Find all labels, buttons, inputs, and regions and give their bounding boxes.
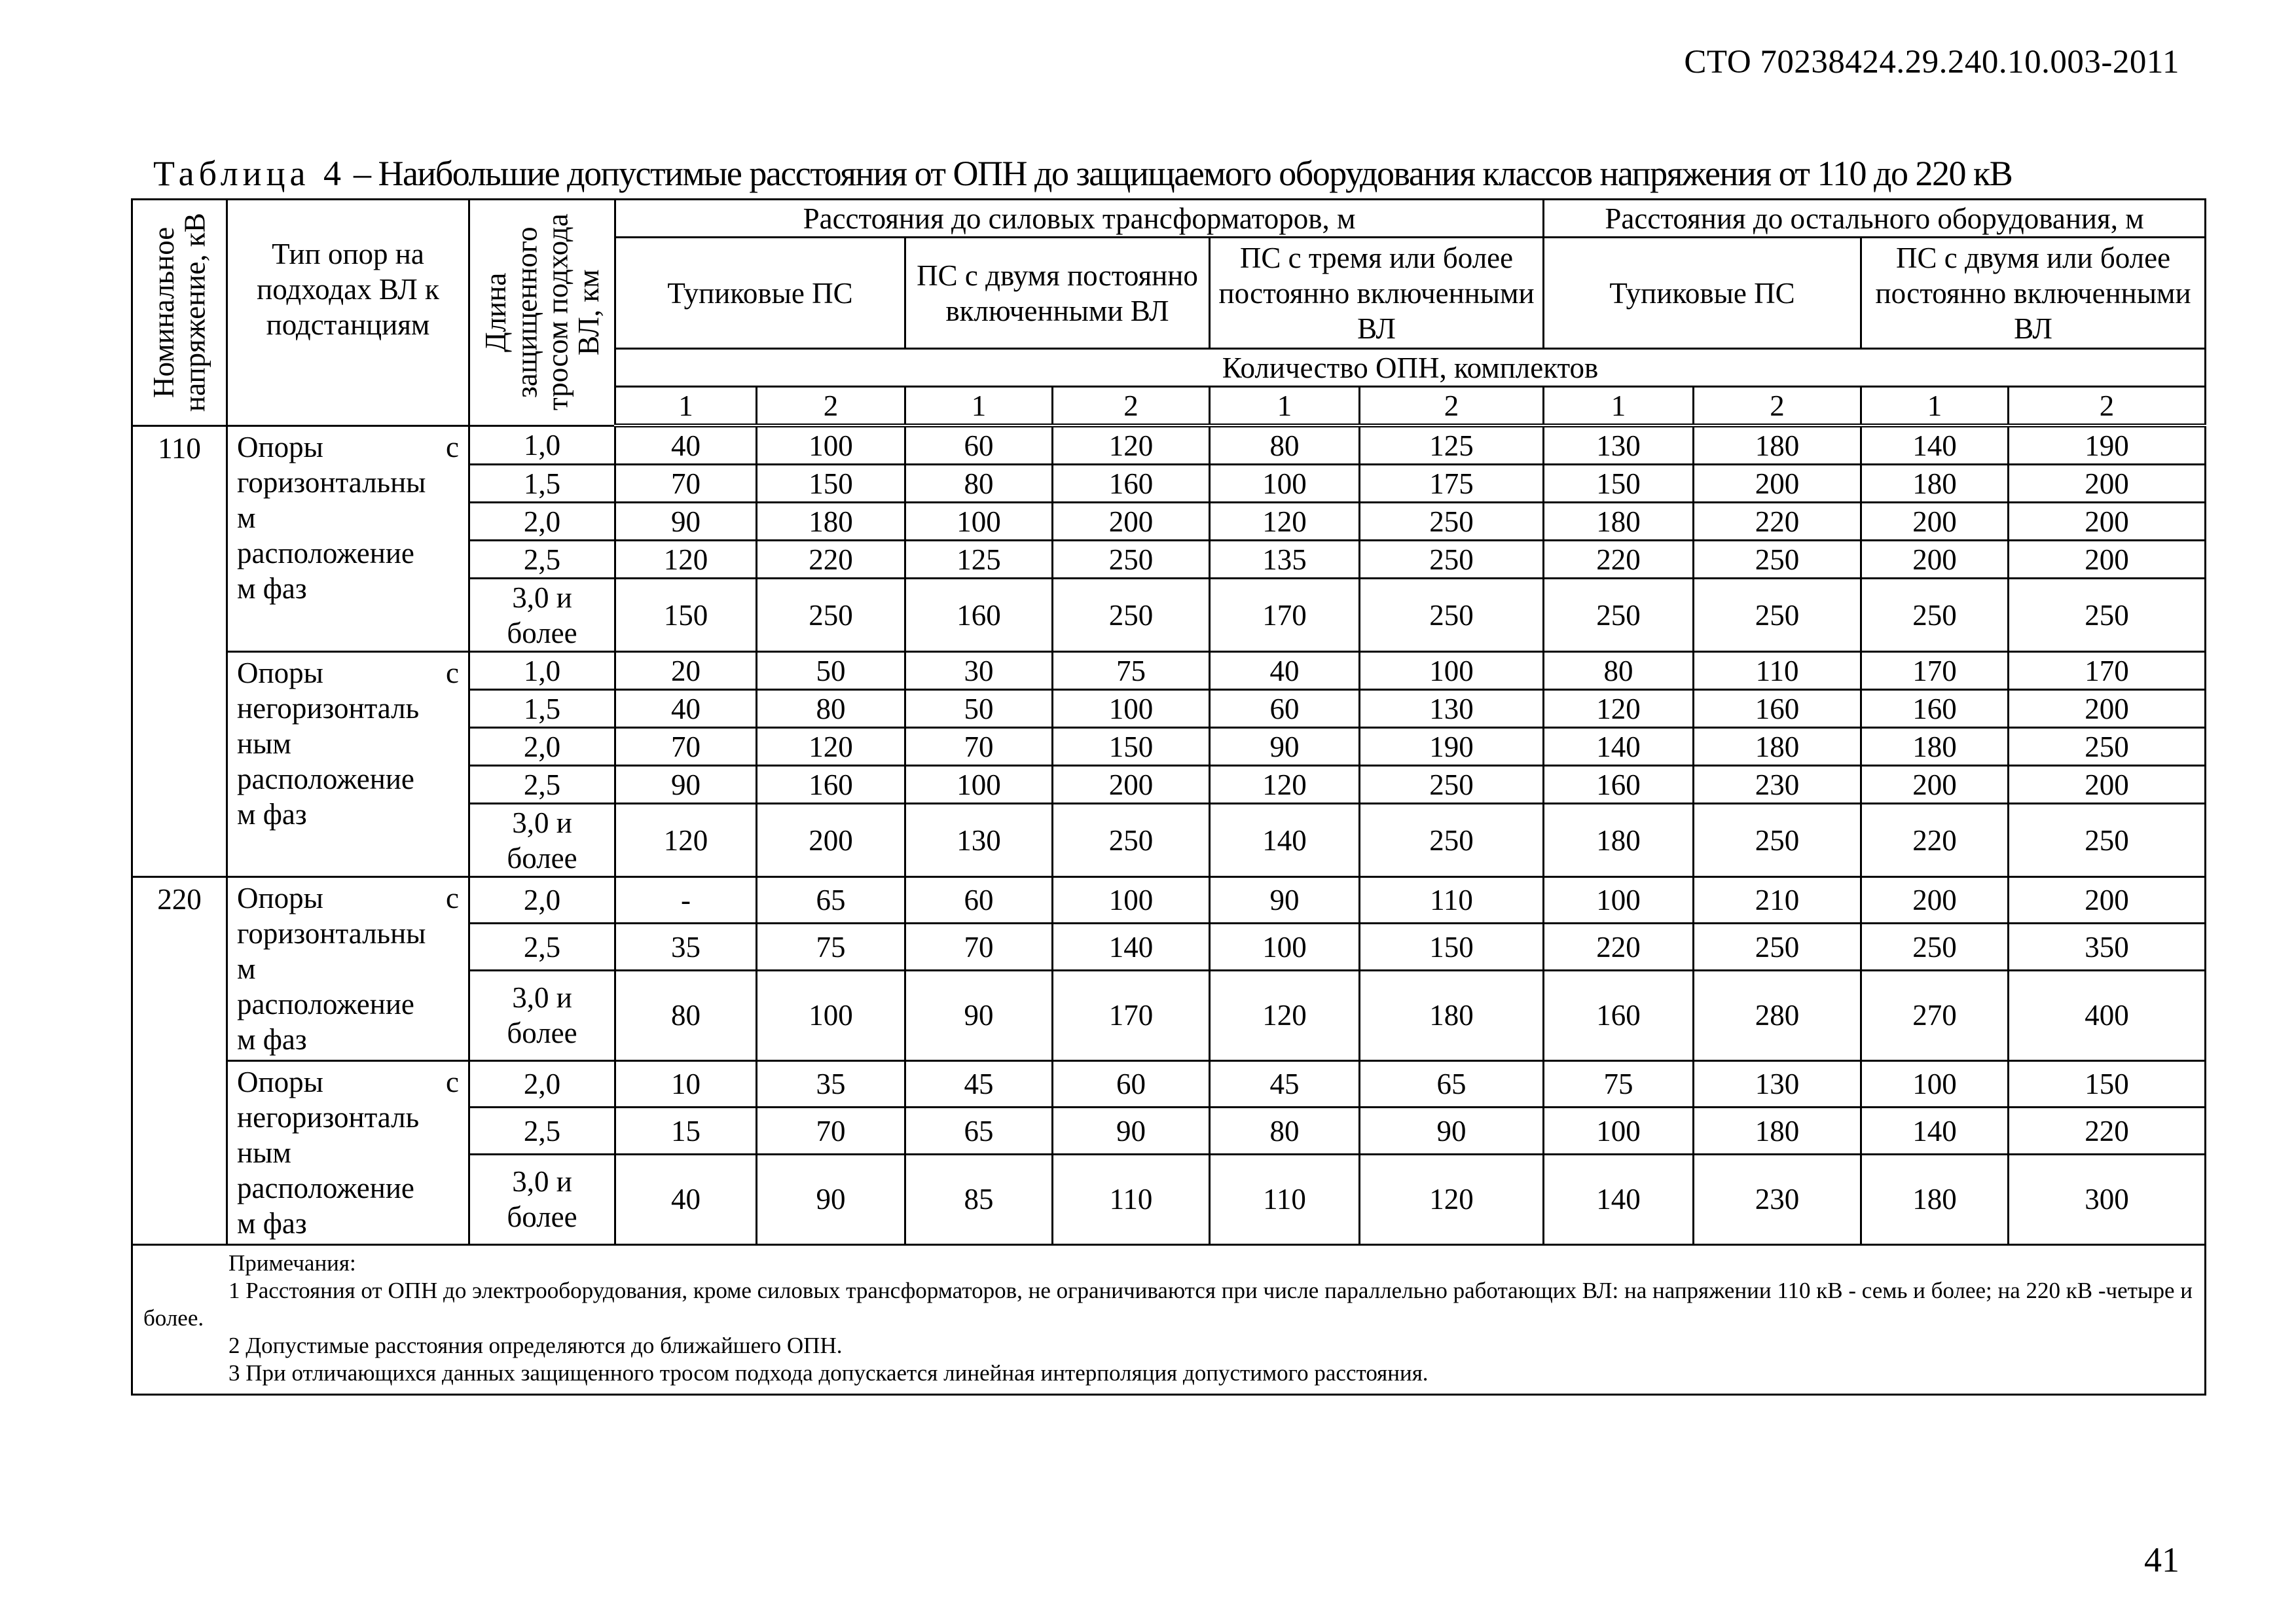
distance-value-cell: 110 (1210, 1154, 1360, 1244)
tower-type-line: горизонтальны (237, 465, 426, 499)
distance-value-cell: 180 (1861, 728, 2009, 766)
distance-value-cell: 120 (615, 804, 757, 877)
distance-value-cell: 180 (1861, 465, 2009, 503)
distance-value-cell: 220 (2009, 1108, 2206, 1154)
tower-type-line: м фаз (237, 571, 307, 605)
distance-value-cell: 80 (905, 465, 1053, 503)
distance-value-cell: 250 (1360, 579, 1544, 652)
distance-value-cell: 250 (2009, 804, 2206, 877)
distance-value-cell: 170 (1210, 579, 1360, 652)
distance-value-cell: 250 (757, 579, 905, 652)
distance-value-cell: 200 (2009, 465, 2206, 503)
voltage-cell: 220 (132, 877, 227, 1245)
table-row (132, 652, 2206, 690)
tower-type-line: негоризонталь (237, 692, 420, 725)
distance-value-cell: 160 (1053, 465, 1210, 503)
line-length-cell: 2,0 (469, 1061, 615, 1108)
distance-value-cell: 125 (1360, 425, 1544, 465)
distance-value-cell: 220 (1861, 804, 2009, 877)
distance-value-cell: 140 (1861, 1108, 2009, 1154)
distance-value-cell: 160 (1694, 690, 1861, 728)
count-number: 2 (1694, 387, 1861, 426)
distance-value-cell: 120 (757, 728, 905, 766)
distance-value-cell: 70 (905, 924, 1053, 970)
distance-value-cell: 180 (1544, 503, 1694, 541)
distance-value-cell: 100 (1544, 877, 1694, 924)
distance-value-cell: 140 (1861, 425, 2009, 465)
distance-value-cell: 210 (1694, 877, 1861, 924)
distance-value-cell: 160 (1861, 690, 2009, 728)
distance-value-cell: 70 (615, 465, 757, 503)
distance-value-cell: 190 (1360, 728, 1544, 766)
distance-value-cell: 250 (1053, 541, 1210, 579)
distance-value-cell: 120 (1210, 970, 1360, 1060)
distance-value-cell: 70 (905, 728, 1053, 766)
distance-value-cell: 120 (615, 541, 757, 579)
distance-value-cell: 250 (1861, 924, 2009, 970)
distance-value-cell: 70 (615, 728, 757, 766)
distance-value-cell: 100 (1210, 924, 1360, 970)
distance-value-cell: 75 (757, 924, 905, 970)
distance-value-cell: 220 (1544, 924, 1694, 970)
distance-value-cell: 140 (1544, 728, 1694, 766)
table-row (132, 425, 2206, 465)
distance-value-cell: 120 (1053, 425, 1210, 465)
distance-value-cell: 180 (1694, 1108, 1861, 1154)
distance-value-cell: 90 (1210, 728, 1360, 766)
note-3: 3 При отличающихся данных защищенного тросом подхода допускается линейная интерполяция допустимого расстояния. (228, 1360, 1429, 1386)
distance-value-cell: 90 (615, 766, 757, 804)
distance-value-cell: 100 (757, 970, 905, 1060)
distance-value-cell: 300 (2009, 1154, 2206, 1244)
distance-value-cell: 40 (615, 1154, 757, 1244)
distance-value-cell: 250 (1360, 503, 1544, 541)
distance-value-cell: 35 (757, 1061, 905, 1108)
note-1: 1 Расстояния от ОПН до электрооборудования, кроме силовых трансформаторов, не ограничиваются при числе параллельно работающих ВЛ: на напряжении 110 кВ - семь и более; на 220 кВ -четыре и более. (143, 1278, 2193, 1331)
tower-type-line: м (237, 501, 256, 534)
distance-value-cell: 80 (1210, 425, 1360, 465)
tower-type-line: Опоры с (237, 1066, 459, 1098)
tower-type-line: негоризонталь (237, 1101, 420, 1134)
count-number: 1 (1210, 387, 1360, 426)
distance-value-cell: 90 (757, 1154, 905, 1244)
tower-type-line: ным (237, 727, 291, 760)
distance-value-cell: 250 (1544, 579, 1694, 652)
distance-value-cell: 150 (1053, 728, 1210, 766)
distance-value-cell: 250 (1053, 804, 1210, 877)
distance-value-cell: 220 (1694, 503, 1861, 541)
distance-value-cell: 20 (615, 652, 757, 690)
distance-value-cell: 90 (905, 970, 1053, 1060)
distance-value-cell: 200 (2009, 766, 2206, 804)
count-number: 1 (1861, 387, 2009, 426)
distance-value-cell: 200 (1053, 766, 1210, 804)
distance-value-cell: 250 (1694, 541, 1861, 579)
line-length-cell: 1,5 (469, 465, 615, 503)
distance-value-cell: 110 (1053, 1154, 1210, 1244)
count-number: 2 (757, 387, 905, 426)
distance-value-cell: 170 (1053, 970, 1210, 1060)
table-row (132, 877, 2206, 924)
distance-value-cell: 180 (1360, 970, 1544, 1060)
count-number: 2 (1053, 387, 1210, 426)
distance-value-cell: 130 (1694, 1061, 1861, 1108)
distance-value-cell: 60 (1210, 690, 1360, 728)
tower-type-line: м фаз (237, 1023, 307, 1056)
distance-value-cell: 170 (1861, 652, 2009, 690)
distance-value-cell: 15 (615, 1108, 757, 1154)
line-length-cell: 2,5 (469, 1108, 615, 1154)
distance-value-cell: 170 (2009, 652, 2206, 690)
distance-value-cell: 100 (1861, 1061, 2009, 1108)
distance-value-cell: 90 (1360, 1108, 1544, 1154)
table-caption-label: Таблица 4 (153, 154, 346, 193)
distance-value-cell: 40 (615, 690, 757, 728)
distance-value-cell: 100 (1544, 1108, 1694, 1154)
voltage-cell: 110 (132, 425, 227, 877)
line-length-cell: 3,0 и более (469, 804, 615, 877)
distance-value-cell: 160 (905, 579, 1053, 652)
distance-value-cell: 160 (757, 766, 905, 804)
document-code: СТО 70238424.29.240.10.003-2011 (1684, 44, 2179, 81)
distance-value-cell: 200 (2009, 503, 2206, 541)
distance-value-cell: 110 (1360, 877, 1544, 924)
distance-value-cell: 100 (1053, 877, 1210, 924)
tower-type-cell (227, 425, 469, 652)
distance-value-cell: 80 (1544, 652, 1694, 690)
distance-value-cell: 200 (1861, 503, 2009, 541)
count-number: 2 (2009, 387, 2206, 426)
count-number: 1 (1544, 387, 1694, 426)
tower-type-line: м фаз (237, 1207, 307, 1240)
header-three-lines: ПС с тремя или более постоянно включенными ВЛ (1210, 238, 1544, 349)
table-caption-text: – Наибольшие допустимые расстояния от ОПН до защищаемого оборудования классов напряжения от 110 до 220 кВ (345, 154, 2013, 193)
line-length-cell: 1,0 (469, 652, 615, 690)
distance-value-cell: 180 (1861, 1154, 2009, 1244)
distance-value-cell: 200 (1694, 465, 1861, 503)
line-length-cell: 2,0 (469, 728, 615, 766)
page-number: 41 (2144, 1540, 2179, 1579)
distance-value-cell: 175 (1360, 465, 1544, 503)
tower-type-line: Опоры с (237, 657, 459, 689)
line-length-cell: 3,0 и более (469, 579, 615, 652)
distance-value-cell: 250 (1694, 579, 1861, 652)
line-length-cell: 3,0 и более (469, 1154, 615, 1244)
distance-value-cell: 200 (2009, 541, 2206, 579)
distance-value-cell: 90 (1210, 877, 1360, 924)
header-group-other: Расстояния до остального оборудования, м (1544, 200, 2206, 238)
distance-value-cell: 200 (1861, 766, 2009, 804)
tower-type-cell (227, 1061, 469, 1245)
distance-value-cell: 180 (1694, 728, 1861, 766)
distance-value-cell: 60 (1053, 1061, 1210, 1108)
distance-table (131, 198, 2206, 1396)
distance-value-cell: 200 (1861, 877, 2009, 924)
distance-value-cell: 100 (905, 503, 1053, 541)
distance-value-cell: - (615, 877, 757, 924)
distance-value-cell: 65 (1360, 1061, 1544, 1108)
distance-value-cell: 70 (757, 1108, 905, 1154)
distance-value-cell: 80 (1210, 1108, 1360, 1154)
distance-value-cell: 220 (1544, 541, 1694, 579)
line-length-cell: 2,0 (469, 877, 615, 924)
tower-type-line: горизонтальны (237, 917, 426, 950)
distance-value-cell: 50 (905, 690, 1053, 728)
distance-value-cell: 75 (1544, 1061, 1694, 1108)
table-caption (153, 153, 2012, 194)
notes-title: Примечания: (228, 1250, 356, 1276)
distance-value-cell: 130 (1360, 690, 1544, 728)
distance-value-cell: 250 (1360, 766, 1544, 804)
line-length-cell: 2,5 (469, 766, 615, 804)
distance-value-cell: 140 (1544, 1154, 1694, 1244)
tower-type-line: расположение (237, 536, 414, 569)
distance-value-cell: 90 (1053, 1108, 1210, 1154)
distance-value-cell: 125 (905, 541, 1053, 579)
header-line-length: Длина защищенного тросом подхода ВЛ, км (469, 200, 615, 426)
distance-value-cell: 180 (1694, 425, 1861, 465)
distance-value-cell: 250 (1861, 579, 2009, 652)
distance-value-cell: 130 (905, 804, 1053, 877)
distance-value-cell: 400 (2009, 970, 2206, 1060)
distance-value-cell: 40 (615, 425, 757, 465)
tower-type-line: Опоры с (237, 430, 459, 463)
tower-type-line: расположение (237, 988, 414, 1020)
distance-value-cell: 100 (905, 766, 1053, 804)
distance-value-cell: 65 (905, 1108, 1053, 1154)
distance-value-cell: 150 (757, 465, 905, 503)
distance-value-cell: 150 (615, 579, 757, 652)
tower-type-line: м (237, 952, 256, 985)
distance-value-cell: 135 (1210, 541, 1360, 579)
distance-value-cell: 150 (1360, 924, 1544, 970)
header-dead-end-other: Тупиковые ПС (1544, 238, 1861, 349)
distance-value-cell: 120 (1360, 1154, 1544, 1244)
distance-value-cell: 100 (1360, 652, 1544, 690)
distance-value-cell: 280 (1694, 970, 1861, 1060)
distance-value-cell: 250 (1694, 924, 1861, 970)
header-voltage: Номинальное напряжение, кВ (132, 200, 227, 426)
distance-value-cell: 80 (615, 970, 757, 1060)
tower-type-line: расположение (237, 763, 414, 795)
distance-value-cell: 45 (905, 1061, 1053, 1108)
distance-value-cell: 200 (2009, 877, 2206, 924)
distance-value-cell: 230 (1694, 1154, 1861, 1244)
line-length-cell: 1,5 (469, 690, 615, 728)
distance-value-cell: 200 (1861, 541, 2009, 579)
table-notes (132, 1245, 2206, 1395)
count-number: 1 (905, 387, 1053, 426)
tower-type-cell (227, 652, 469, 877)
distance-value-cell: 75 (1053, 652, 1210, 690)
line-length-cell: 3,0 и более (469, 970, 615, 1060)
distance-value-cell: 100 (1210, 465, 1360, 503)
header-group-transformers: Расстояния до силовых трансформаторов, м (615, 200, 1544, 238)
line-length-cell: 2,0 (469, 503, 615, 541)
distance-value-cell: 250 (1360, 541, 1544, 579)
distance-value-cell: 100 (1053, 690, 1210, 728)
distance-value-cell: 50 (757, 652, 905, 690)
distance-value-cell: 110 (1694, 652, 1861, 690)
tower-type-line: ным (237, 1136, 291, 1169)
count-number: 1 (615, 387, 757, 426)
distance-value-cell: 190 (2009, 425, 2206, 465)
tower-type-line: Опоры с (237, 882, 459, 914)
distance-value-cell: 200 (2009, 690, 2206, 728)
line-length-cell: 1,0 (469, 425, 615, 465)
distance-value-cell: 180 (1544, 804, 1694, 877)
distance-value-cell: 150 (2009, 1061, 2206, 1108)
distance-value-cell: 30 (905, 652, 1053, 690)
distance-value-cell: 80 (757, 690, 905, 728)
distance-value-cell: 120 (1544, 690, 1694, 728)
distance-value-cell: 90 (615, 503, 757, 541)
distance-value-cell: 250 (1694, 804, 1861, 877)
distance-value-cell: 45 (1210, 1061, 1360, 1108)
distance-value-cell: 180 (757, 503, 905, 541)
distance-value-cell: 10 (615, 1061, 757, 1108)
distance-value-cell: 350 (2009, 924, 2206, 970)
distance-value-cell: 140 (1053, 924, 1210, 970)
distance-value-cell: 250 (2009, 728, 2206, 766)
distance-value-cell: 40 (1210, 652, 1360, 690)
distance-value-cell: 250 (2009, 579, 2206, 652)
line-length-cell: 2,5 (469, 924, 615, 970)
header-two-lines: ПС с двумя постоянно включенными ВЛ (905, 238, 1210, 349)
distance-value-cell: 35 (615, 924, 757, 970)
distance-value-cell: 120 (1210, 766, 1360, 804)
distance-value-cell: 160 (1544, 766, 1694, 804)
distance-value-cell: 65 (757, 877, 905, 924)
distance-value-cell: 60 (905, 425, 1053, 465)
distance-value-cell: 250 (1053, 579, 1210, 652)
table-row (132, 1061, 2206, 1108)
distance-value-cell: 270 (1861, 970, 2009, 1060)
header-two-or-more-other: ПС с двумя или более постоянно включенными ВЛ (1861, 238, 2206, 349)
header-count: Количество ОПН, комплектов (615, 349, 2206, 387)
distance-value-cell: 140 (1210, 804, 1360, 877)
distance-value-cell: 220 (757, 541, 905, 579)
count-number: 2 (1360, 387, 1544, 426)
distance-value-cell: 230 (1694, 766, 1861, 804)
distance-value-cell: 85 (905, 1154, 1053, 1244)
note-2: 2 Допустимые расстояния определяются до ближайшего ОПН. (228, 1333, 843, 1358)
tower-type-cell (227, 877, 469, 1061)
distance-value-cell: 60 (905, 877, 1053, 924)
header-tower-type: Тип опор на подходах ВЛ к подстанциям (227, 200, 469, 426)
tower-type-line: расположение (237, 1172, 414, 1204)
distance-value-cell: 120 (1210, 503, 1360, 541)
header-dead-end: Тупиковые ПС (615, 238, 905, 349)
tower-type-line: м фаз (237, 798, 307, 831)
line-length-cell: 2,5 (469, 541, 615, 579)
distance-value-cell: 150 (1544, 465, 1694, 503)
distance-value-cell: 160 (1544, 970, 1694, 1060)
distance-value-cell: 250 (1360, 804, 1544, 877)
distance-value-cell: 200 (757, 804, 905, 877)
distance-value-cell: 130 (1544, 425, 1694, 465)
distance-value-cell: 200 (1053, 503, 1210, 541)
distance-value-cell: 100 (757, 425, 905, 465)
